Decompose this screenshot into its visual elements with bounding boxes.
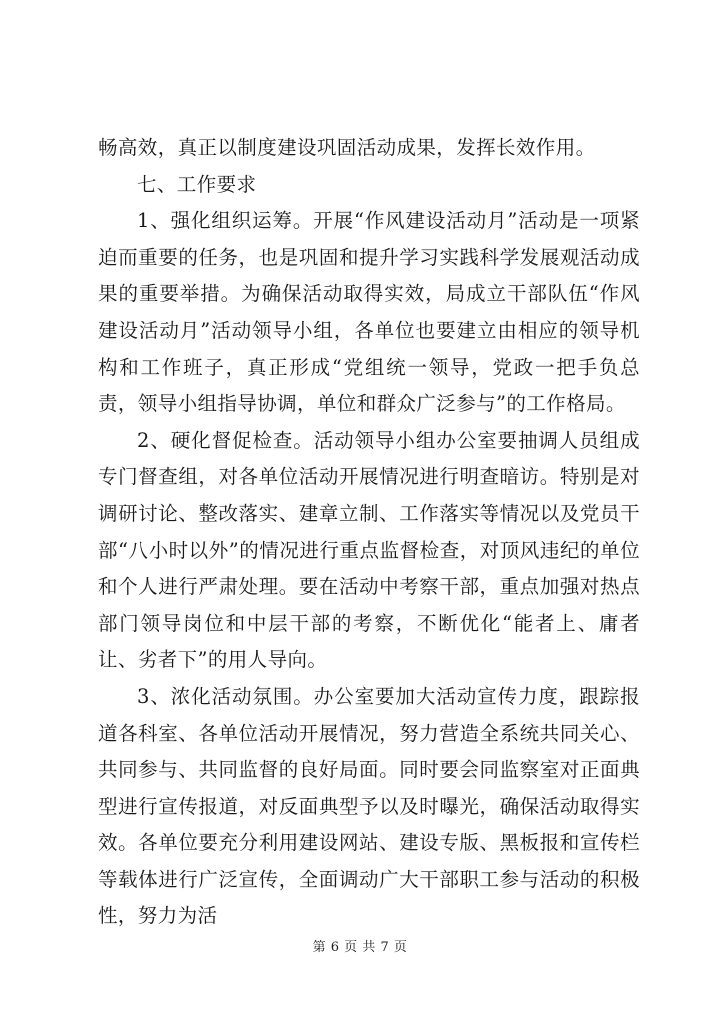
section-heading: 七、工作要求: [137, 172, 257, 196]
document-body: [98, 130, 640, 935]
paragraph-atmosphere: 3、浓化活动氛围。办公室要加大活动宣传力度，跟踪报道各科室、各单位活动开展情况，努力营造全系统共同关心、共同参与、共同监督的良好局面。同时要会同监察室对正面典型进行宣传报道，对反面典型予以及时曝光，确保活动取得实效。各单位要充分利用建设网站、建设专版、黑板报和宣传栏等载体进行广泛宣传，全面调动广大干部职工参与活动的积极性，努力为活: [98, 684, 640, 928]
paragraph-organization: 1、强化组织运筹。开展“作风建设活动月”活动是一项紧迫而重要的任务，也是巩固和提升学习实践科学发展观活动成果的重要举措。为确保活动取得实效，局成立干部队伍“作风建设活动月”活动领导小组，各单位也要建立由相应的领导机构和工作班子，真正形成“党组统一领导，党政一把手负总责，领导小组指导协调，单位和群众广泛参与”的工作格局。: [98, 209, 640, 416]
paragraph-supervision: 2、硬化督促检查。活动领导小组办公室要抽调人员组成专门督查组，对各单位活动开展情况进行明查暗访。特别是对调研讨论、整改落实、建章立制、工作落实等情况以及党员干部“八小时以外”的情况进行重点监督检查，对顶风违纪的单位和个人进行严肃处理。要在活动中考察干部，重点加强对热点部门领导岗位和中层干部的考察，不断优化“能者上、庸者让、劣者下”的用人导向。: [98, 428, 640, 672]
paragraph-continuation: 畅高效，真正以制度建设巩固活动成果，发挥长效作用。: [98, 136, 596, 159]
page-number-footer: 第 6 页 共 7 页: [312, 940, 408, 955]
